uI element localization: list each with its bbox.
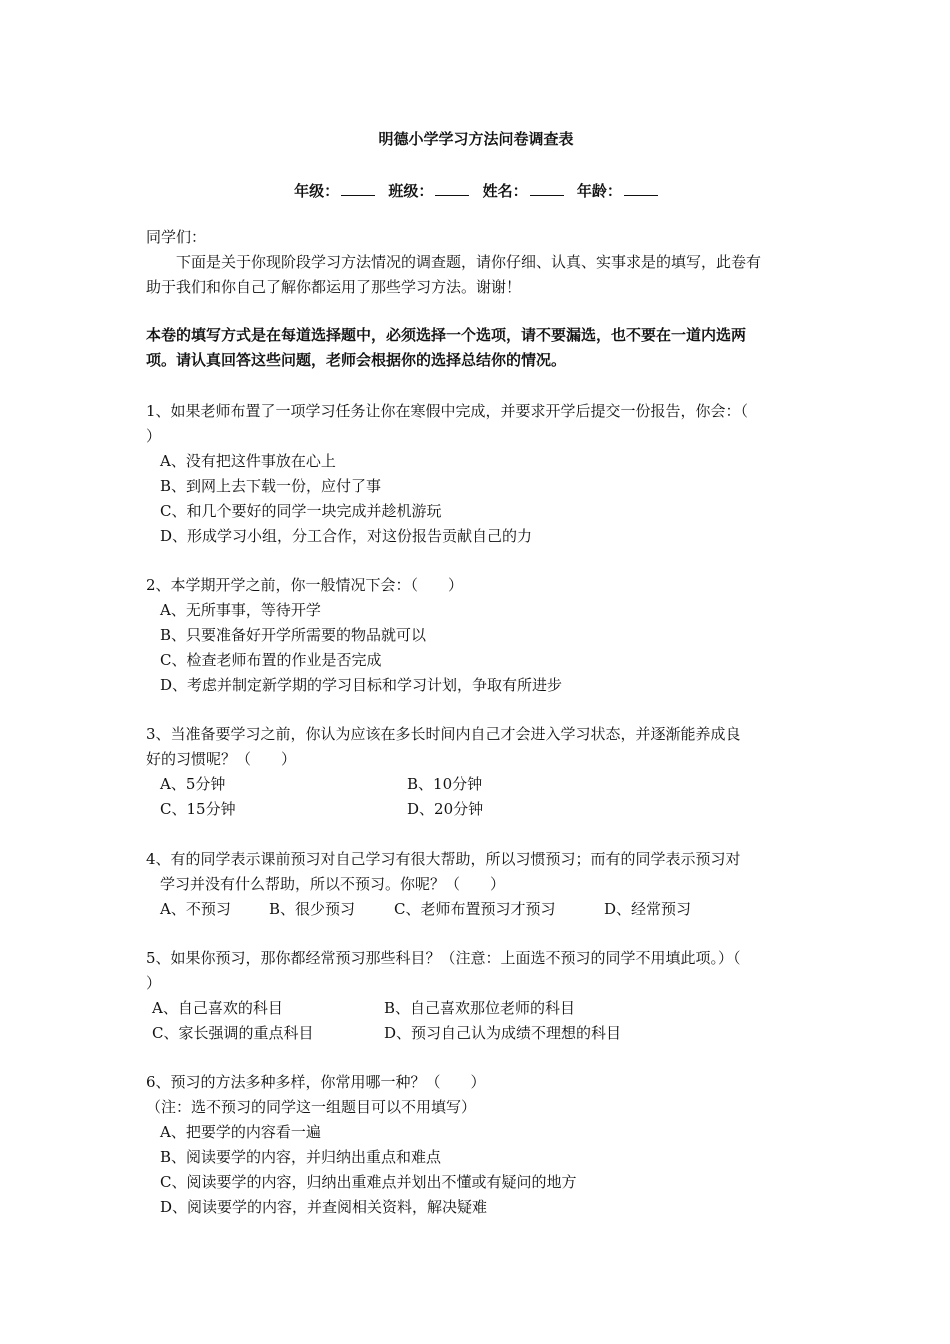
grade-field[interactable] <box>294 182 375 200</box>
question-1-text-cont: ） <box>146 427 162 445</box>
question-6-option-b[interactable]: B、阅读要学的内容，并归纳出重点和难点 <box>160 1148 442 1166</box>
instructions-line-1: 本卷的填写方式是在每道选择题中，必须选择一个选项，请不要漏选，也不要在一道内选两 <box>146 326 747 344</box>
question-6-option-d[interactable]: D、阅读要学的内容，并查阅相关资料，解决疑难 <box>160 1198 488 1216</box>
question-3-text: 3、当准备要学习之前，你认为应该在多长时间内自己才会进入学习状态，并逐渐能养成良 <box>146 725 741 743</box>
question-4-option-d[interactable]: D、经常预习 <box>604 900 692 918</box>
question-3-text-cont: 好的习惯呢？（ ） <box>146 750 297 768</box>
question-5-text: 5、如果你预习，那你都经常预习那些科目？（注意：上面选不预习的同学不用填此项。）（ <box>146 949 741 967</box>
age-field[interactable] <box>577 182 658 200</box>
question-4-option-c[interactable]: C、老师布置预习才预习 <box>394 900 556 918</box>
question-2-option-b[interactable]: B、只要准备好开学所需要的物品就可以 <box>160 626 427 644</box>
class-field[interactable] <box>388 182 469 200</box>
age-label: 年龄： <box>576 182 622 200</box>
question-1-text: 1、如果老师布置了一项学习任务让你在寒假中完成，并要求开学后提交一份报告，你会：（ <box>146 402 749 420</box>
question-6-text: 6、预习的方法多种多样，你常用哪一种？（ ） <box>146 1073 486 1091</box>
student-info-line <box>146 180 806 201</box>
grade-blank[interactable] <box>341 181 375 196</box>
grade-label: 年级： <box>294 182 340 200</box>
question-2-option-c[interactable]: C、检查老师布置的作业是否完成 <box>160 651 382 669</box>
question-4-option-a[interactable]: A、不预习 <box>160 900 231 918</box>
question-1-option-c[interactable]: C、和几个要好的同学一块完成并趁机游玩 <box>160 502 442 520</box>
page-title: 明德小学学习方法问卷调查表 <box>378 130 574 148</box>
question-1-option-a[interactable]: A、没有把这件事放在心上 <box>160 452 336 470</box>
question-5-text-cont: ） <box>146 974 162 992</box>
question-6-note: （注：选不预习的同学这一组题目可以不用填写） <box>146 1098 477 1116</box>
question-3-option-d[interactable]: D、20分钟 <box>407 800 484 818</box>
instructions-line-2: 项。请认真回答这些问题，老师会根据你的选择总结你的情况。 <box>146 351 567 369</box>
question-1-option-d[interactable]: D、形成学习小组，分工合作，对这份报告贡献自己的力 <box>160 527 533 545</box>
class-blank[interactable] <box>435 181 469 196</box>
question-2-option-a[interactable]: A、无所事事，等待开学 <box>160 601 321 619</box>
question-6-option-a[interactable]: A、把要学的内容看一遍 <box>160 1123 321 1141</box>
question-4-option-b[interactable]: B、很少预习 <box>269 900 356 918</box>
age-blank[interactable] <box>624 181 658 196</box>
question-5-option-c[interactable]: C、家长强调的重点科目 <box>152 1024 314 1042</box>
class-label: 班级： <box>388 182 434 200</box>
question-2-option-d[interactable]: D、考虑并制定新学期的学习目标和学习计划，争取有所进步 <box>160 676 563 694</box>
name-field[interactable] <box>483 182 564 200</box>
name-label: 姓名： <box>482 182 528 200</box>
question-2-text: 2、本学期开学之前，你一般情况下会：（ ） <box>146 576 464 594</box>
question-5-option-b[interactable]: B、自己喜欢那位老师的科目 <box>384 999 576 1017</box>
question-5-option-a[interactable]: A、自己喜欢的科目 <box>152 999 283 1017</box>
question-1-option-b[interactable]: B、到网上去下载一份，应付了事 <box>160 477 382 495</box>
name-blank[interactable] <box>530 181 564 196</box>
question-6-option-c[interactable]: C、阅读要学的内容，归纳出重难点并划出不懂或有疑问的地方 <box>160 1173 577 1191</box>
question-5-option-d[interactable]: D、预习自己认为成绩不理想的科目 <box>384 1024 622 1042</box>
question-3-option-a[interactable]: A、5分钟 <box>160 775 226 793</box>
question-3-option-c[interactable]: C、15分钟 <box>160 800 236 818</box>
intro-line-2: 助于我们和你自己了解你都运用了那些学习方法。谢谢！ <box>146 278 522 296</box>
greeting: 同学们： <box>146 228 207 246</box>
question-4-text: 4、有的同学表示课前预习对自己学习有很大帮助，所以习惯预习；而有的同学表示预习对 <box>146 850 741 868</box>
question-3-option-b[interactable]: B、10分钟 <box>407 775 483 793</box>
intro-line-1: 下面是关于你现阶段学习方法情况的调查题，请你仔细、认真、实事求是的填写，此卷有 <box>176 253 762 271</box>
question-4-text-cont: 学习并没有什么帮助，所以不预习。你呢？（ ） <box>160 875 506 893</box>
